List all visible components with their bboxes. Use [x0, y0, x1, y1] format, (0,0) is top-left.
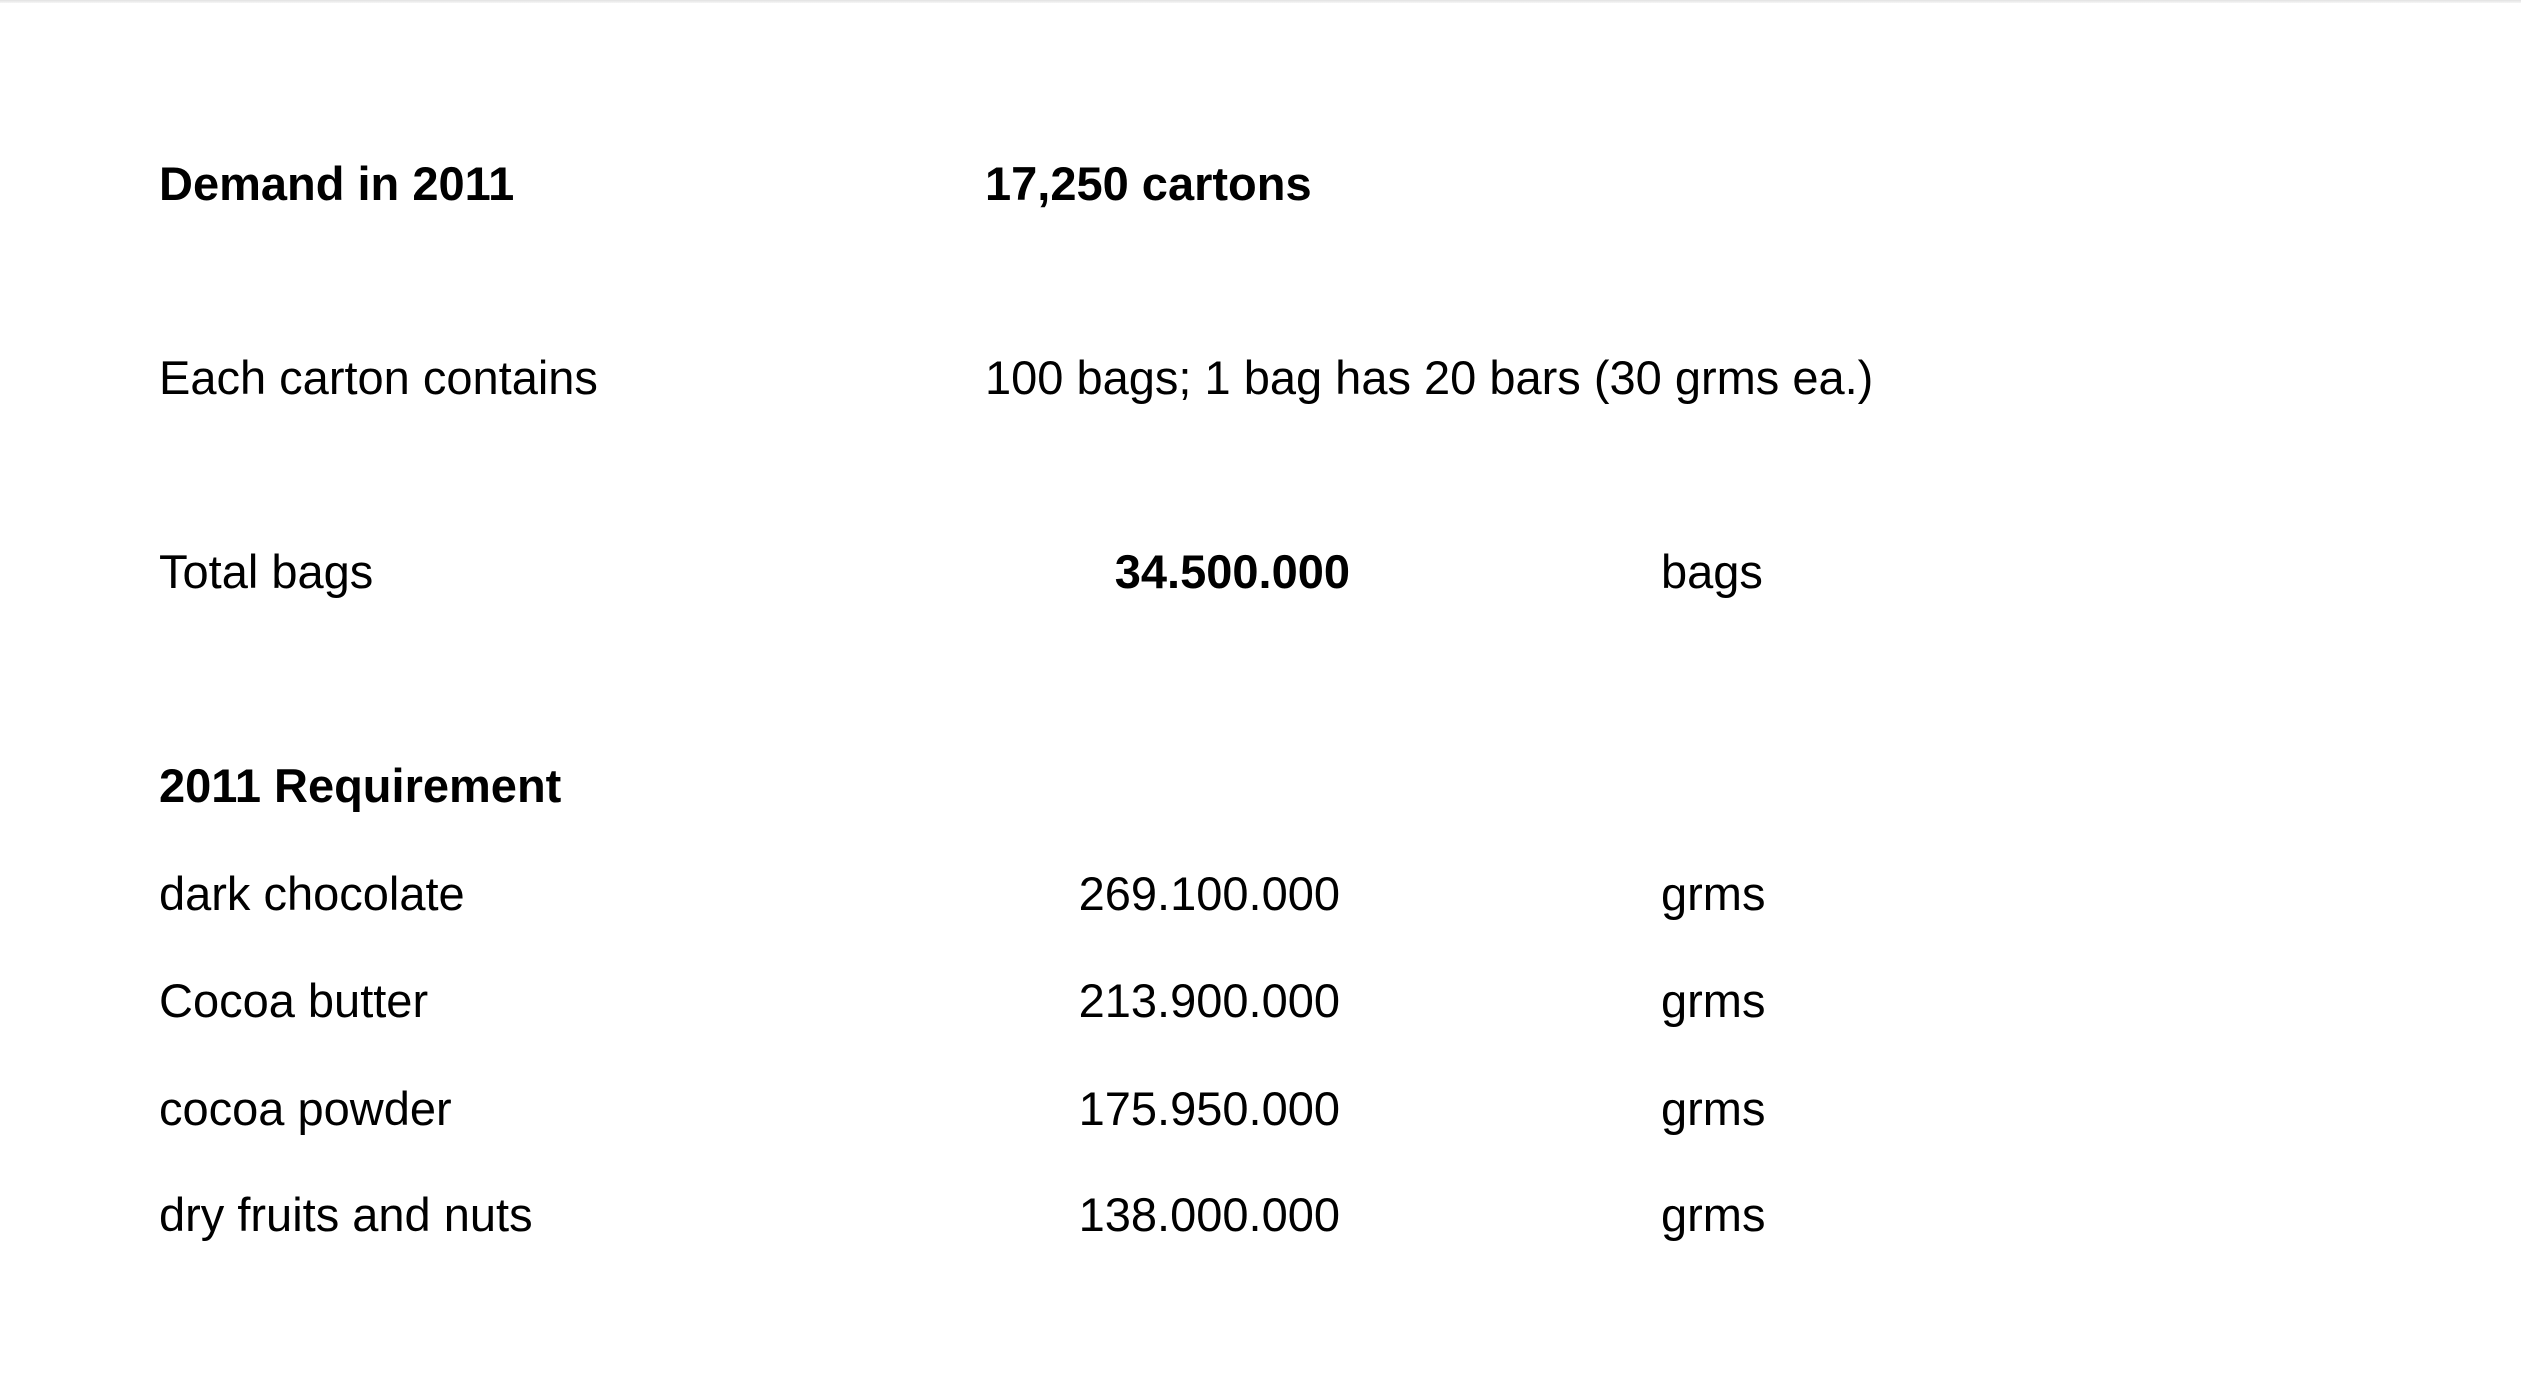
requirement-row-unit: grms	[1661, 974, 1766, 1027]
total-bags-label: Total bags	[159, 545, 374, 598]
requirement-row-label: Cocoa butter	[159, 974, 429, 1027]
requirement-row-value: 269.100.000	[1078, 867, 1340, 920]
requirement-row-unit: grms	[1661, 1188, 1766, 1241]
requirement-row-value: 138.000.000	[1078, 1188, 1340, 1241]
requirement-row-label: dark chocolate	[159, 867, 465, 920]
demand-label: Demand in 2011	[159, 157, 515, 210]
requirement-heading: 2011 Requirement	[159, 759, 562, 812]
requirement-row-label: cocoa powder	[159, 1082, 452, 1135]
carton-label: Each carton contains	[159, 351, 598, 404]
requirement-row-unit: grms	[1661, 867, 1766, 920]
requirement-row-unit: grms	[1661, 1082, 1766, 1135]
requirement-row-label: dry fruits and nuts	[159, 1188, 533, 1241]
requirement-row-value: 175.950.000	[1078, 1082, 1340, 1135]
demand-value: 17,250 cartons	[985, 157, 1312, 210]
total-bags-value: 34.500.000	[1114, 545, 1350, 598]
carton-value: 100 bags; 1 bag has 20 bars (30 grms ea.)	[985, 351, 1874, 404]
total-bags-unit: bags	[1661, 545, 1763, 598]
requirement-row-value: 213.900.000	[1078, 974, 1340, 1027]
